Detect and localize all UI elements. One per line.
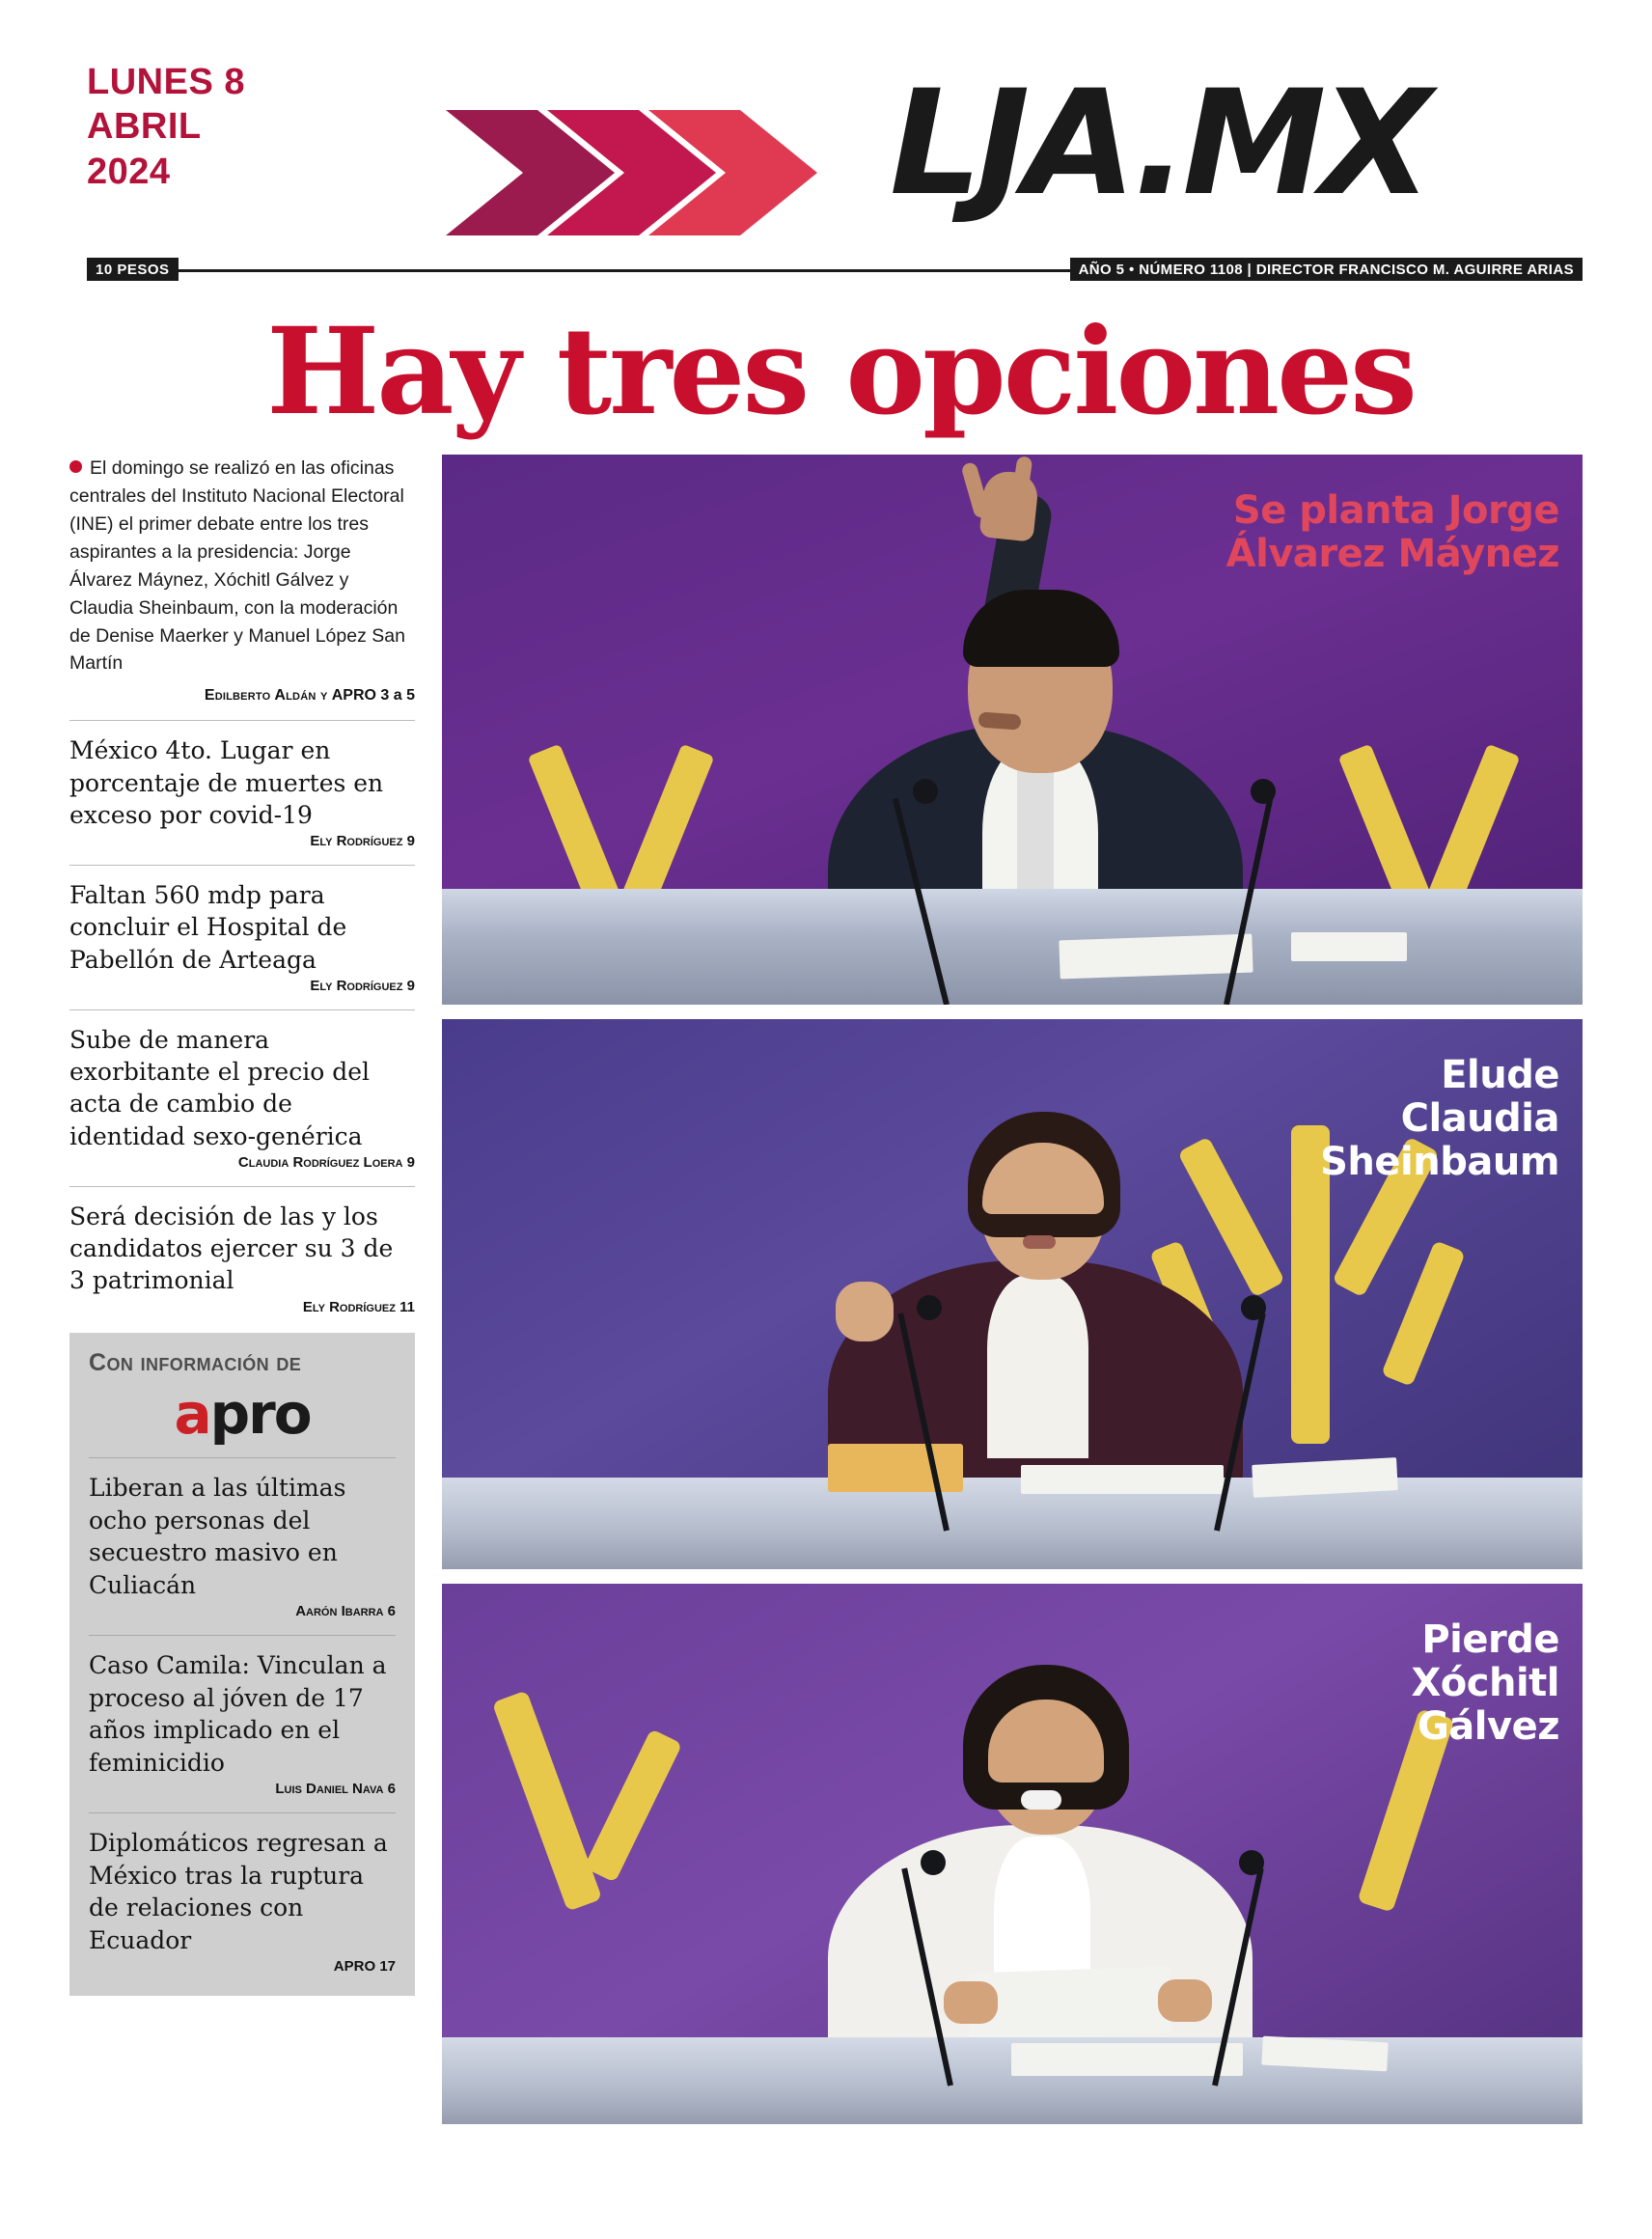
lead-byline-agency: APRO xyxy=(331,687,376,705)
lead-text: El domingo se realizó en las oficinas centrales del Instituto Nacional Electoral (INE) el primer debate entre los tres aspirantes a la presidencia: Jorge Álvarez Máynez, Xóchitl Gálvez y Claudia Sheinbaum, con la moderación de Denise Maerker y Manuel López San Martín xyxy=(69,457,405,675)
brief-credit xyxy=(69,978,415,994)
brand-wordmark-dot: . xyxy=(1133,60,1183,228)
lead-byline-pages: 3 a 5 xyxy=(375,687,415,705)
brand-logo xyxy=(388,50,1589,234)
page-title: Hay tres opciones xyxy=(266,302,1415,442)
apro-item[interactable] xyxy=(89,1649,396,1797)
subject-hand xyxy=(944,1981,998,2024)
brief-author: Claudia Rodríguez Loera xyxy=(237,1153,403,1171)
chevron-logo-icon xyxy=(446,110,861,235)
apro-section xyxy=(69,1333,415,1997)
brief-author: Ely Rodríguez xyxy=(310,833,403,850)
photo-caption-line-2: Xóchitl xyxy=(1411,1661,1559,1706)
apro-item-page: 6 xyxy=(387,1603,396,1620)
brief-credit xyxy=(69,1299,415,1315)
divider xyxy=(69,720,415,721)
divider xyxy=(89,1812,396,1813)
apro-item-credit xyxy=(89,1781,396,1797)
brand-wordmark-mx: MX xyxy=(1182,60,1427,228)
photo-column xyxy=(442,455,1583,2139)
content-area xyxy=(69,455,1583,2139)
apro-item-credit xyxy=(89,1603,396,1619)
issue-info-badge: AÑO 5 • NÚMERO 1108 | DIRECTOR FRANCISCO M. AGUIRRE ARIAS xyxy=(1070,258,1583,281)
masthead-rule xyxy=(87,258,1583,283)
lead-paragraph xyxy=(69,455,415,677)
brief-page: 9 xyxy=(406,977,415,994)
apro-logo-pro: pro xyxy=(209,1381,311,1448)
bullet-icon xyxy=(69,460,82,473)
apro-item[interactable] xyxy=(89,1827,396,1975)
photo-caption-line-1: Elude xyxy=(1441,1053,1559,1098)
brand-wordmark-lja: LJA xyxy=(890,60,1134,228)
brand-wordmark xyxy=(890,60,1427,228)
date-line-2: ABRIL xyxy=(87,106,202,148)
date-line-3: 2024 xyxy=(87,151,171,192)
brief-item[interactable] xyxy=(69,1201,415,1315)
photo-caption-line-3: Sheinbaum xyxy=(1320,1140,1559,1185)
subject-mouth xyxy=(1023,1235,1056,1249)
lead-byline-author: Edilberto Aldán xyxy=(204,687,317,705)
podium-papers xyxy=(1291,932,1407,961)
podium-folder xyxy=(828,1444,963,1492)
apro-item-author: Luis Daniel Nava xyxy=(275,1781,384,1798)
brief-title: Será decisión de las y los candidatos ejercer su 3 de 3 patrimonial xyxy=(69,1202,394,1295)
lead-byline-conjunction: y xyxy=(316,687,332,705)
left-column xyxy=(69,455,415,2139)
lead-byline xyxy=(69,687,415,705)
subject-hand xyxy=(836,1282,894,1341)
podium xyxy=(442,1478,1583,1569)
photo-caption-line-3: Gálvez xyxy=(1417,1704,1559,1750)
photo-caption-line-1: Se planta Jorge xyxy=(1232,488,1559,534)
podium-papers xyxy=(1021,1465,1224,1494)
brief-page: 9 xyxy=(406,1153,415,1171)
photo-caption-line-1: Pierde xyxy=(1421,1617,1559,1663)
photo-maynez xyxy=(442,455,1583,1005)
masthead xyxy=(69,50,1583,296)
newspaper-front-page xyxy=(0,50,1652,2239)
brief-page: 9 xyxy=(406,833,415,850)
subject-shirt xyxy=(987,1275,1088,1458)
photo-caption-line-2: Álvarez Máynez xyxy=(1225,532,1559,577)
apro-item-title: Diplomáticos regresan a México tras la ruptura de relaciones con Ecuador xyxy=(89,1829,388,1954)
brief-item[interactable] xyxy=(69,879,415,994)
divider xyxy=(89,1457,396,1458)
brief-page: 11 xyxy=(399,1298,415,1315)
photo-caption xyxy=(1411,1618,1559,1748)
podium-papers xyxy=(1059,934,1253,980)
brief-author: Ely Rodríguez xyxy=(302,1298,396,1315)
apro-item-author: APRO xyxy=(333,1958,376,1976)
apro-item-page: 6 xyxy=(387,1781,396,1798)
photo-caption xyxy=(1320,1054,1559,1183)
apro-logo-text xyxy=(174,1381,311,1448)
brief-title: Sube de manera exorbitante el precio del acta de cambio de identidad sexo-genérica xyxy=(69,1025,371,1150)
photo-caption xyxy=(1226,489,1559,576)
apro-item[interactable] xyxy=(89,1472,396,1619)
date-line-1: LUNES 8 xyxy=(87,62,245,102)
photo-caption-line-2: Claudia xyxy=(1400,1096,1559,1142)
apro-item-page: 17 xyxy=(379,1958,396,1976)
apro-item-title: Liberan a las últimas ocho personas del secuestro masivo en Culiacán xyxy=(89,1474,346,1599)
divider xyxy=(69,1186,415,1187)
brief-credit xyxy=(69,1154,415,1171)
podium-papers xyxy=(1011,2043,1243,2076)
apro-item-author: Aarón Ibarra xyxy=(295,1603,384,1620)
brief-title: México 4to. Lugar en porcentaje de muertes en exceso por covid-19 xyxy=(69,736,384,829)
photo-galvez xyxy=(442,1584,1583,2124)
issue-date xyxy=(87,60,289,194)
brief-item[interactable] xyxy=(69,734,415,849)
apro-heading: Con información de xyxy=(89,1348,302,1376)
price-badge: 10 PESOS xyxy=(87,258,179,281)
brief-title: Faltan 560 mdp para concluir el Hospital de Pabellón de Arteaga xyxy=(69,881,347,974)
subject-mouth xyxy=(1021,1790,1061,1810)
apro-item-credit xyxy=(89,1958,396,1975)
divider xyxy=(69,865,415,866)
brief-credit xyxy=(69,833,415,849)
subject-hand xyxy=(1158,1979,1212,2022)
divider xyxy=(69,1009,415,1010)
apro-logo xyxy=(89,1381,396,1448)
photo-sheinbaum xyxy=(442,1019,1583,1569)
apro-item-title: Caso Camila: Vinculan a proceso al jóven de 17 años implicado en el feminicidio xyxy=(89,1651,387,1777)
podium xyxy=(442,889,1583,1005)
brief-item[interactable] xyxy=(69,1024,415,1171)
divider xyxy=(89,1635,396,1636)
brief-author: Ely Rodríguez xyxy=(310,977,403,994)
apro-logo-a: a xyxy=(174,1381,210,1448)
